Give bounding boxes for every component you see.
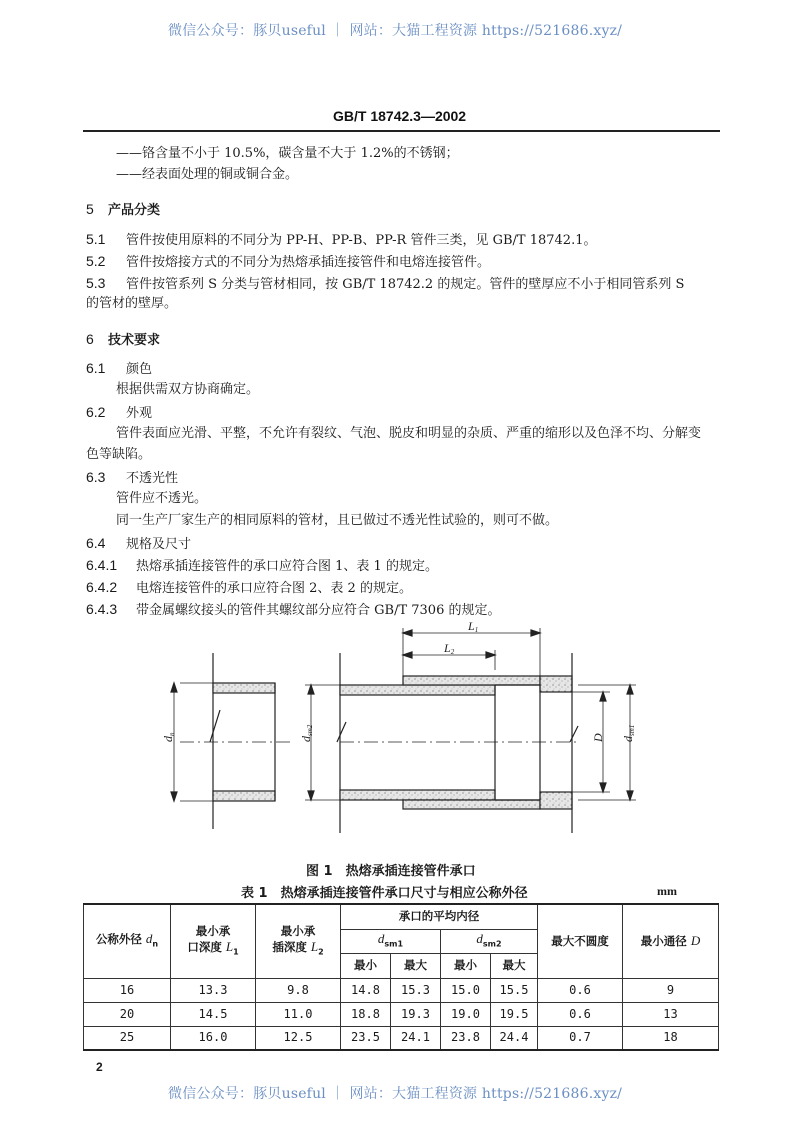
header-dsm2-max: 最大 [491, 953, 538, 978]
cell: 13.3 [171, 978, 256, 1002]
section-number: 6 [86, 331, 94, 347]
clause-5-3-continued: 的管材的壁厚。 [86, 296, 178, 311]
cell: 16 [84, 978, 171, 1002]
cell: 19.0 [441, 1002, 491, 1026]
header-min-insert-depth: 最小承 插深度 $L_2$ [256, 904, 341, 978]
clause-6-1-text: 根据供需双方协商确定。 [116, 382, 260, 397]
cell: 0.6 [538, 978, 623, 1002]
header-dsm2-min: 最小 [441, 953, 491, 978]
cell: 25 [84, 1026, 171, 1050]
table-row [84, 1026, 719, 1050]
clause-number: 6.4.2 [86, 579, 118, 595]
clause-6-3-text-2: 同一生产厂家生产的相同原料的管材，且已做过不透光性试验的，则可不做。 [116, 513, 559, 528]
watermark-bottom: 微信公众号：豚贝useful ｜ 网站：大猫工程资源 https://521686.xyz/ [168, 1086, 623, 1102]
table-row [84, 978, 719, 1002]
clause-number: 5.1 [86, 231, 106, 247]
cell: 18 [623, 1026, 719, 1050]
table-unit: mm [657, 884, 677, 898]
clause-number: 6.4.1 [86, 557, 118, 573]
label-D: D [591, 733, 605, 742]
clause-text: 热熔承插连接管件的承口应符合图 1、表 1 的规定。 [136, 559, 438, 574]
cell: 24.1 [391, 1026, 441, 1050]
cell: 19.5 [491, 1002, 538, 1026]
cell: 0.7 [538, 1026, 623, 1050]
label-dsm1: dsm1 [621, 724, 636, 742]
cell: 18.8 [341, 1002, 391, 1026]
table-row [84, 1002, 719, 1026]
cell: 23.5 [341, 1026, 391, 1050]
dash-item: ——经表面处理的铜或铜合金。 [116, 167, 299, 182]
header-dsm1-max: 最大 [391, 953, 441, 978]
cell: 15.0 [441, 978, 491, 1002]
clause-6-2-text-continued: 色等缺陷。 [86, 447, 152, 462]
header-dsm1: $d_{sm1}$ [341, 929, 441, 953]
clause-6-2-text: 管件表面应光滑、平整，不允许有裂纹、气泡、脱皮和明显的杂质、严重的缩形以及色泽不均、分解变 [116, 426, 702, 441]
clause-number: 6.4 [86, 535, 106, 551]
header-dsm1-min: 最小 [341, 953, 391, 978]
header-dsm2: $d_{sm2}$ [441, 929, 538, 953]
clause-number: 6.2 [86, 404, 106, 420]
cell: 23.8 [441, 1026, 491, 1050]
label-L2: L2 [444, 641, 455, 656]
clause-title: 规格及尺寸 [126, 537, 192, 552]
header-min-socket-depth: 最小承 口深度 $L_1$ [171, 904, 256, 978]
clause-number: 6.3 [86, 469, 106, 485]
cell: 15.5 [491, 978, 538, 1002]
cell: 16.0 [171, 1026, 256, 1050]
section-number: 5 [86, 201, 94, 217]
cell: 19.3 [391, 1002, 441, 1026]
page-number: 2 [96, 1060, 103, 1074]
cell: 9 [623, 978, 719, 1002]
cell: 14.5 [171, 1002, 256, 1026]
cell: 14.8 [341, 978, 391, 1002]
label-dsm2: dsm2 [299, 724, 314, 742]
watermark-top: 微信公众号：豚贝useful ｜ 网站：大猫工程资源 https://521686.xyz/ [168, 23, 623, 39]
table-1 [83, 903, 719, 1051]
clause-number: 5.3 [86, 275, 106, 291]
cell: 24.4 [491, 1026, 538, 1050]
clause-title: 不透光性 [126, 471, 179, 486]
clause-title: 外观 [126, 406, 153, 421]
clause-number: 5.2 [86, 253, 106, 269]
label-dn: dn [161, 732, 176, 742]
section-title: 技术要求 [108, 333, 161, 348]
clause-text: 带金属螺纹接头的管件其螺纹部分应符合 GB/T 7306 的规定。 [136, 603, 501, 618]
header-max-ovality: 最大不圆度 [538, 904, 623, 978]
clause-title: 颜色 [126, 362, 153, 377]
header-nominal-od: 公称外径 $d_n$ [84, 904, 171, 978]
header-min-bore: 最小通径 D [623, 904, 719, 978]
cell: 9.8 [256, 978, 341, 1002]
header-mean-inner-diameter: 承口的平均内径 [341, 904, 538, 929]
cell: 15.3 [391, 978, 441, 1002]
label-L1: L1 [468, 619, 479, 634]
clause-number: 6.1 [86, 360, 106, 376]
section-title: 产品分类 [108, 203, 161, 218]
standard-number: GB/T 18742.3—2002 [333, 108, 467, 124]
cell: 0.6 [538, 1002, 623, 1026]
dash-item: ——铬含量不小于 10.5%，碳含量不大于 1.2%的不锈钢； [116, 146, 459, 161]
cell: 20 [84, 1002, 171, 1026]
cell: 11.0 [256, 1002, 341, 1026]
clause-text: 电熔连接管件的承口应符合图 2、表 2 的规定。 [136, 581, 412, 596]
clause-number: 6.4.3 [86, 601, 118, 617]
clause-text: 管件按熔接方式的不同分为热熔承插连接管件和电熔连接管件。 [126, 255, 491, 270]
clause-6-3-text-1: 管件应不透光。 [116, 491, 208, 506]
table-caption: 表 1 热熔承插连接管件承口尺寸与相应公称外径 [241, 886, 528, 901]
figure-caption: 图 1 热熔承插连接管件承口 [306, 864, 476, 879]
clause-text: 管件按使用原料的不同分为 PP-H、PP-B、PP-R 管件三类，见 GB/T 18742.1。 [126, 233, 597, 248]
clause-text: 管件按管系列 S 分类与管材相同，按 GB/T 18742.2 的规定。管件的壁厚应不小于相同管系列 S [126, 277, 685, 292]
cell: 12.5 [256, 1026, 341, 1050]
cell: 13 [623, 1002, 719, 1026]
